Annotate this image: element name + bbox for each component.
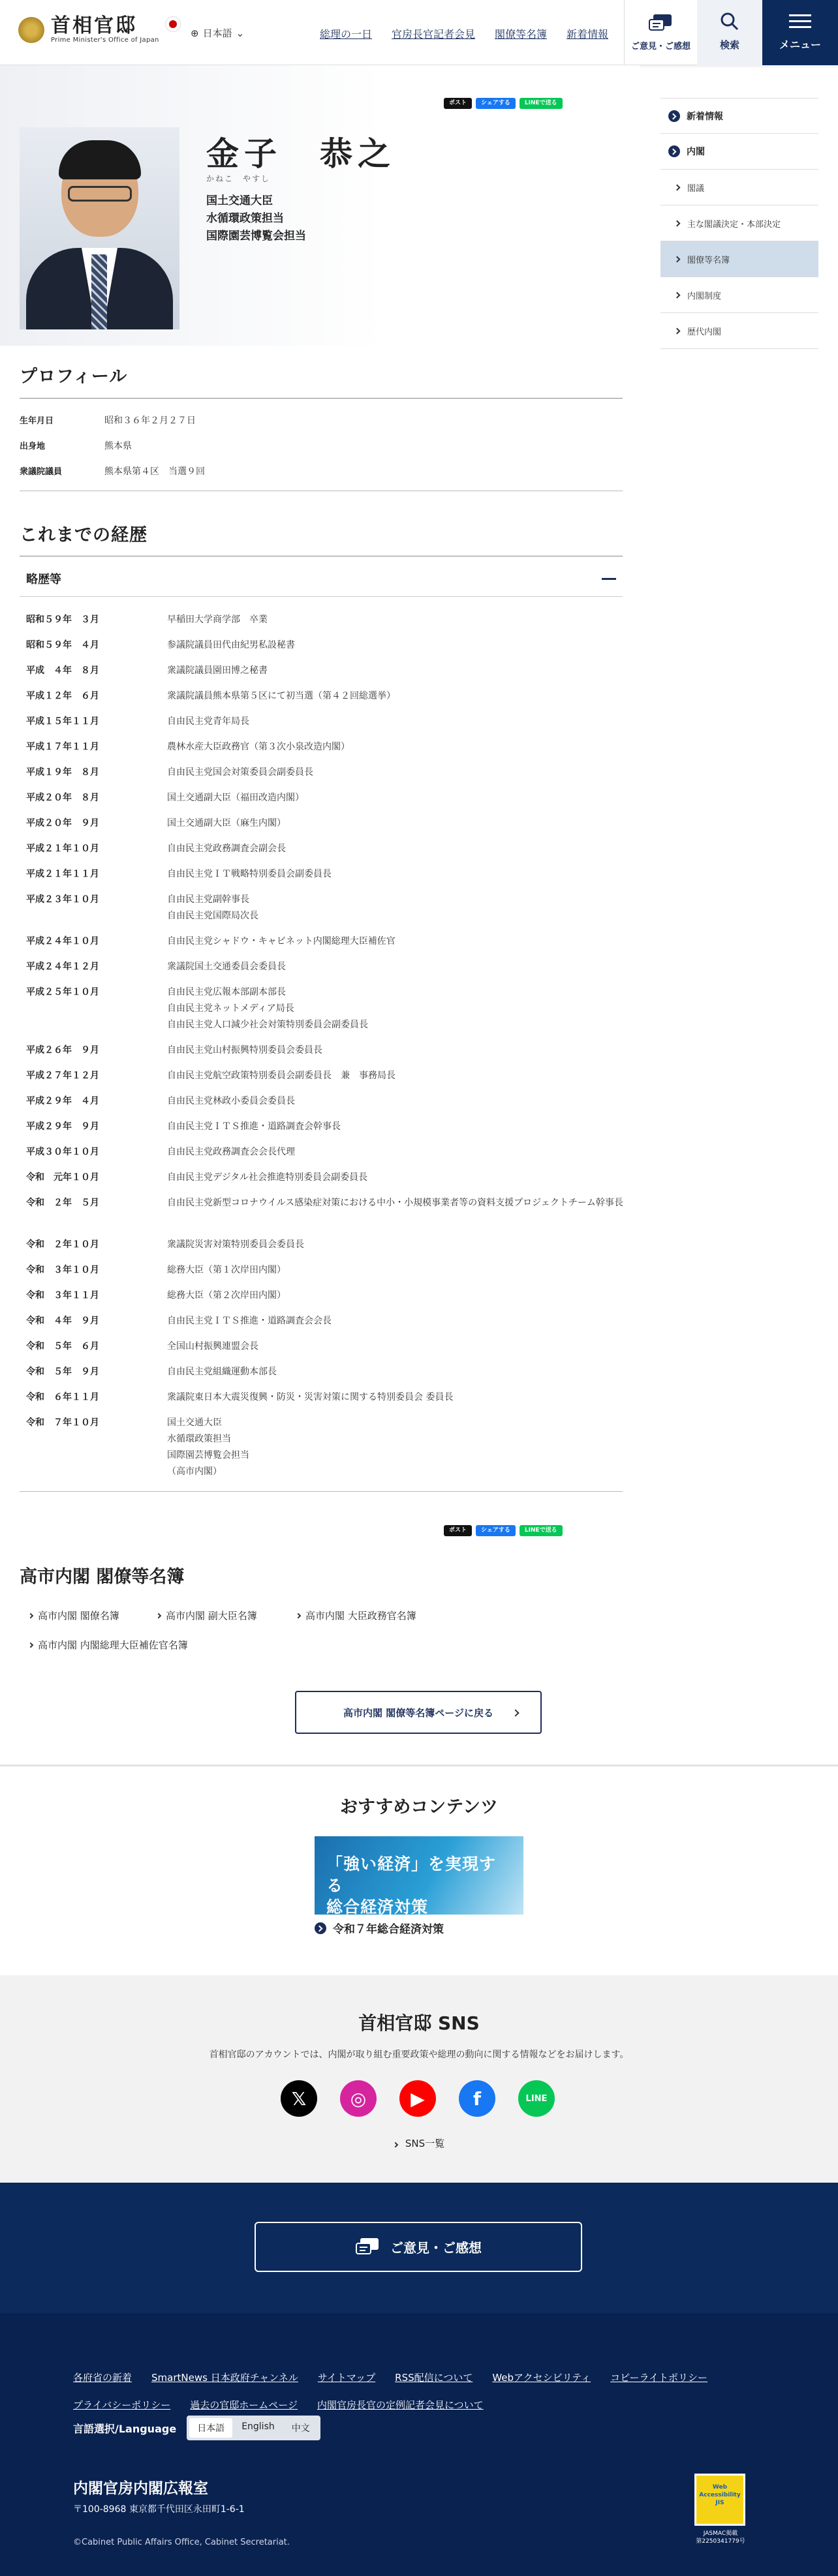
career-date: 令和 ５年 ９月 bbox=[26, 1367, 99, 1377]
career-row bbox=[26, 688, 624, 705]
career-row bbox=[26, 892, 624, 924]
career-entry bbox=[167, 1288, 624, 1304]
menu-button[interactable] bbox=[762, 0, 838, 65]
career-row bbox=[26, 637, 624, 654]
career-entry bbox=[167, 1068, 624, 1084]
career-date: 平成２９年 ９月 bbox=[26, 1121, 99, 1132]
side-nav-label: 内閣制度 bbox=[687, 291, 722, 301]
career-row bbox=[26, 1144, 624, 1160]
banner-line: 「強い経済」を実現する bbox=[326, 1855, 497, 1895]
title-line: 国際園芸博覧会担当 bbox=[206, 230, 306, 243]
career-entry bbox=[167, 1144, 624, 1160]
side-nav-label: 歴代内閣 bbox=[687, 327, 722, 337]
career-date: 平成２９年 ４月 bbox=[26, 1096, 99, 1106]
career-entry-line: 自由民主党ＩＴ戦略特別委員会副委員長 bbox=[167, 869, 332, 879]
career-entry bbox=[167, 933, 624, 950]
side-nav-label: 新着情報 bbox=[687, 111, 723, 122]
banner-line: 総合経済対策 bbox=[326, 1898, 429, 1917]
chevron-down-icon: ⌄ bbox=[236, 27, 245, 39]
career-row bbox=[26, 1170, 624, 1186]
nav-link[interactable]: 総理の一日 bbox=[320, 28, 373, 40]
career-row bbox=[26, 739, 624, 755]
career-date: 平成１９年 ８月 bbox=[26, 767, 99, 778]
career-row bbox=[26, 1262, 624, 1279]
career-date: 平成１７年１１月 bbox=[26, 742, 99, 752]
career-entry-line: 水循環政策担当 bbox=[167, 1434, 231, 1444]
language-label: 日本語 bbox=[202, 27, 232, 39]
cabinet-link[interactable] bbox=[29, 1638, 188, 1652]
career-date: 令和 ７年１０月 bbox=[26, 1417, 99, 1428]
career-entry bbox=[167, 790, 624, 806]
career-entry-line: 自由民主党ＩＴＳ推進・道路調査会会長 bbox=[167, 1316, 332, 1326]
career-date: 令和 ２年１０月 bbox=[26, 1239, 99, 1250]
career-row bbox=[26, 933, 624, 950]
minus-icon bbox=[602, 578, 616, 580]
profile-value: 昭和３６年２月２７日 bbox=[104, 416, 196, 426]
career-entry bbox=[167, 1237, 624, 1253]
chevron-right-icon bbox=[393, 2142, 398, 2147]
lang-option-en[interactable]: English bbox=[241, 2421, 275, 2432]
career-entry bbox=[167, 637, 624, 654]
footer-link[interactable]: サイトマップ bbox=[317, 2372, 376, 2384]
arrow-circle-icon bbox=[668, 145, 680, 157]
sns-section bbox=[0, 1975, 838, 2183]
career-entry bbox=[167, 612, 624, 628]
profile-value: 熊本県第４区 当選９回 bbox=[104, 466, 205, 477]
side-nav-item-cabinet-system[interactable] bbox=[660, 277, 818, 313]
language-segmented-control bbox=[187, 2416, 320, 2440]
career-entry-line: 自由民主党政務調査会会長代理 bbox=[167, 1147, 295, 1157]
chevron-right-icon bbox=[28, 1613, 33, 1618]
footer-link[interactable]: 各府省の新着 bbox=[73, 2372, 132, 2384]
career-entry-line: 衆議院東日本大震災復興・防災・災害対策に関する特別委員会 委員長 bbox=[167, 1392, 454, 1402]
career-date: 平成１２年 ６月 bbox=[26, 691, 99, 701]
divider bbox=[20, 1491, 623, 1492]
career-date: 平成２５年１０月 bbox=[26, 987, 99, 997]
back-button-label: 高市内閣 閣僚等名簿ページに戻る bbox=[343, 1706, 493, 1719]
economy-banner[interactable] bbox=[315, 1836, 523, 1915]
career-entry bbox=[167, 663, 624, 679]
career-entry bbox=[167, 1262, 624, 1279]
sns-heading: 首相官邸 SNS bbox=[358, 2012, 480, 2034]
career-date: 平成２６年 ９月 bbox=[26, 1045, 99, 1055]
profile-row bbox=[20, 464, 205, 477]
career-entry bbox=[167, 688, 624, 705]
cabinet-link-label: 高市内閣 副大臣名簿 bbox=[166, 1610, 257, 1622]
lang-option-ja[interactable]: 日本語 bbox=[189, 2418, 232, 2438]
footer-link[interactable]: SmartNews 日本政府チャンネル bbox=[151, 2372, 298, 2384]
career-row bbox=[26, 984, 624, 1033]
footer-language-select bbox=[73, 2416, 320, 2440]
accessibility-badge-icon[interactable] bbox=[694, 2474, 745, 2526]
line-share-button[interactable]: LINEで送る bbox=[520, 1525, 563, 1536]
lang-option-zh[interactable]: 中文 bbox=[291, 2423, 310, 2434]
search-icon bbox=[720, 12, 739, 31]
career-entry-line: 自由民主党青年局長 bbox=[167, 716, 249, 727]
side-nav-label: 閣僚等名簿 bbox=[687, 255, 730, 265]
career-entry-line: 早稲田大学商学部 卒業 bbox=[167, 614, 268, 625]
career-entry bbox=[167, 984, 624, 1033]
opinion-button[interactable] bbox=[624, 0, 697, 65]
career-entry bbox=[167, 1170, 624, 1186]
career-entry bbox=[167, 841, 624, 857]
career-entry-line: 総務大臣（第１次岸田内閣） bbox=[167, 1265, 286, 1275]
career-row bbox=[26, 1389, 624, 1406]
career-heading: これまでの経歴 bbox=[20, 525, 147, 545]
career-entry-line: 自由民主党山村振興特別委員会委員長 bbox=[167, 1045, 322, 1055]
career-entry bbox=[167, 1364, 624, 1380]
chevron-right-icon bbox=[674, 256, 681, 262]
career-date: 令和 ３年１０月 bbox=[26, 1265, 99, 1275]
career-row bbox=[26, 1042, 624, 1059]
japan-flag-icon bbox=[166, 17, 180, 31]
career-row bbox=[26, 1339, 624, 1355]
footer-link[interactable]: プライバシーポリシー bbox=[73, 2399, 171, 2411]
recommend-caption: 令和７年総合経済対策 bbox=[333, 1923, 444, 1936]
cabinet-link-label: 高市内閣 内閣総理大臣補佐官名簿 bbox=[38, 1639, 188, 1651]
career-date: 令和 ３年１１月 bbox=[26, 1290, 99, 1301]
career-entry-line: 全国山村振興連盟会長 bbox=[167, 1341, 258, 1352]
minister-portrait bbox=[20, 127, 179, 329]
career-entry bbox=[167, 815, 624, 832]
career-row bbox=[26, 714, 624, 730]
chevron-right-icon bbox=[674, 327, 681, 334]
career-date: 令和 ２年 ５月 bbox=[26, 1198, 99, 1208]
career-entry bbox=[167, 1042, 624, 1059]
career-entry-line: 国土交通副大臣（麻生内閣） bbox=[167, 818, 286, 828]
side-nav-label: 主な閣議決定・本部決定 bbox=[687, 219, 781, 230]
career-row bbox=[26, 959, 624, 975]
career-row bbox=[26, 790, 624, 806]
career-date: 平成２４年１２月 bbox=[26, 962, 99, 972]
career-entry-line: 農林水産大臣政務官（第３次小泉改造内閣） bbox=[167, 742, 350, 752]
career-row bbox=[26, 866, 624, 883]
profile-value: 熊本県 bbox=[104, 441, 132, 451]
badge-caption-line: 第2250341779号 bbox=[696, 2538, 745, 2545]
title-line: 国土交通大臣 bbox=[206, 194, 273, 207]
career-entry-line: 自由民主党人口減少社会対策特別委員会副委員長 bbox=[167, 1020, 368, 1030]
footer-org-name: 内閣官房内閣広報室 bbox=[73, 2480, 208, 2497]
career-entry-line: 自由民主党新型コロナウイルス感染症対策における中小・小規模事業者等の資料支援プロジェクトチーム幹事長 bbox=[167, 1198, 623, 1208]
side-nav-item-cabinet[interactable] bbox=[660, 134, 818, 170]
career-entry bbox=[167, 959, 624, 975]
minister-name: 金子 恭之 bbox=[206, 135, 396, 173]
x-icon[interactable]: 𝕏 bbox=[281, 2080, 317, 2117]
career-row bbox=[26, 1237, 624, 1253]
footer-link[interactable]: Webアクセシビリティ bbox=[492, 2372, 591, 2384]
career-entry bbox=[167, 1093, 624, 1110]
career-entry-line: 自由民主党組織運動本部長 bbox=[167, 1367, 277, 1377]
speech-bubble-icon bbox=[648, 13, 674, 34]
sns-icons bbox=[281, 2080, 555, 2117]
profile-key: 生年月日 bbox=[20, 416, 54, 426]
career-entry-line: 衆議院議員熊本県第５区にて初当選（第４２回総選挙） bbox=[167, 691, 396, 701]
logo-title: 首相官邸 bbox=[51, 14, 137, 37]
sns-list-label: SNS一覧 bbox=[405, 2138, 445, 2149]
career-row bbox=[26, 1068, 624, 1084]
side-nav-item-cabinet-meeting[interactable] bbox=[660, 170, 818, 205]
facebook-share-button[interactable]: シェアする bbox=[476, 1525, 516, 1536]
career-entry bbox=[167, 1415, 624, 1480]
x-post-button[interactable]: ポスト bbox=[444, 98, 472, 109]
career-entry-line: 衆議院国土交通委員会委員長 bbox=[167, 962, 286, 972]
footer-link[interactable]: コピーライトポリシー bbox=[610, 2372, 708, 2384]
nav-link[interactable]: 新着情報 bbox=[566, 28, 609, 40]
career-entry bbox=[167, 739, 624, 755]
career-entry-line: 自由民主党航空政策特別委員会副委員長 兼 事務局長 bbox=[167, 1070, 396, 1081]
career-entry bbox=[167, 1389, 624, 1406]
career-entry bbox=[167, 866, 624, 883]
career-row bbox=[26, 1313, 624, 1329]
footer-opinion-button[interactable] bbox=[255, 2222, 582, 2272]
site-header bbox=[0, 0, 838, 65]
career-entry-line: 自由民主党林政小委員会委員長 bbox=[167, 1096, 295, 1106]
chevron-right-icon bbox=[512, 1709, 519, 1716]
arrow-circle-icon bbox=[668, 110, 680, 122]
arrow-circle-icon bbox=[315, 1922, 326, 1934]
back-to-list-button[interactable] bbox=[295, 1691, 542, 1734]
search-button[interactable] bbox=[697, 0, 762, 65]
career-entry bbox=[167, 714, 624, 730]
footer-links-1 bbox=[73, 2371, 707, 2384]
career-date: 平成３０年１０月 bbox=[26, 1147, 99, 1157]
career-date: 昭和５９年 ４月 bbox=[26, 640, 99, 650]
profile-row bbox=[20, 414, 196, 427]
career-entry-line: 自由民主党デジタル社会推進特別委員会副委員長 bbox=[167, 1172, 368, 1183]
career-date: 平成２０年 ８月 bbox=[26, 793, 99, 803]
career-entry-line: 衆議院災害対策特別委員会委員長 bbox=[167, 1239, 304, 1250]
career-date: 平成２７年１２月 bbox=[26, 1070, 99, 1081]
logo-subtitle: Prime Minister's Office of Japan bbox=[51, 37, 159, 44]
recommend-link[interactable] bbox=[315, 1920, 444, 1936]
chevron-right-icon bbox=[28, 1642, 33, 1647]
career-date: 平成２４年１０月 bbox=[26, 936, 99, 947]
career-entry bbox=[167, 1119, 624, 1135]
section-divider bbox=[0, 1765, 838, 1766]
career-entry-line: 自由民主党シャドウ・キャビネット内閣総理大臣補佐官 bbox=[167, 936, 396, 947]
language-select-label: 言語選択/Language bbox=[73, 2422, 177, 2435]
career-date: 平成２１年１１月 bbox=[26, 869, 99, 879]
language-selector[interactable] bbox=[191, 26, 244, 40]
footer-copyright: ©Cabinet Public Affairs Office, Cabinet Secretariat. bbox=[73, 2538, 290, 2547]
profile-heading: プロフィール bbox=[20, 367, 128, 387]
nav-link[interactable]: 閣僚等名簿 bbox=[495, 28, 548, 40]
divider bbox=[20, 398, 623, 399]
career-row bbox=[26, 1093, 624, 1110]
sns-list-link[interactable] bbox=[0, 2136, 838, 2150]
share-buttons-top bbox=[444, 98, 563, 109]
side-nav-item-news[interactable] bbox=[660, 98, 818, 134]
badge-caption-line: JASMAC掲載 bbox=[703, 2530, 738, 2537]
youtube-icon[interactable]: ▶ bbox=[399, 2080, 436, 2117]
profile-row bbox=[20, 439, 132, 452]
career-row bbox=[26, 1288, 624, 1304]
facebook-icon[interactable]: f bbox=[459, 2080, 495, 2117]
career-entry bbox=[167, 1313, 624, 1329]
career-date: 平成２０年 ９月 bbox=[26, 818, 99, 828]
career-entry-line: 自由民主党国際局次長 bbox=[167, 911, 258, 921]
career-date: 平成１５年１１月 bbox=[26, 716, 99, 727]
instagram-icon[interactable]: ◎ bbox=[340, 2080, 377, 2117]
career-row bbox=[26, 663, 624, 679]
career-entry-line: 自由民主党広報本部副本部長 bbox=[167, 987, 286, 997]
line-share-button[interactable]: LINEで送る bbox=[520, 98, 563, 109]
menu-label: メニュー bbox=[779, 38, 821, 51]
career-entry-line: 参議院議員田代由紀男私設秘書 bbox=[167, 640, 295, 650]
career-entry-line: 自由民主党ネットメディア局長 bbox=[167, 1003, 294, 1014]
career-row bbox=[26, 1415, 624, 1480]
career-entry-line: 自由民主党国会対策委員会副委員長 bbox=[167, 767, 313, 778]
career-entry-line: 自由民主党政務調査会副会長 bbox=[167, 843, 286, 854]
career-date: 令和 ６年１１月 bbox=[26, 1392, 99, 1402]
cabinet-list-heading: 高市内閣 閣僚等名簿 bbox=[20, 1567, 185, 1587]
footer-address: 〒100-8968 東京都千代田区永田町1-6-1 bbox=[73, 2504, 245, 2515]
cabinet-link[interactable] bbox=[157, 1609, 257, 1622]
career-row bbox=[26, 612, 624, 628]
sns-description: 首相官邸のアカウントでは、内閣が取り組む重要政策や総理の動向に関する情報などをお届けします。 bbox=[209, 2050, 629, 2060]
chevron-right-icon bbox=[296, 1613, 301, 1618]
chevron-right-icon bbox=[674, 292, 681, 298]
career-subheading: 略歴等 bbox=[26, 573, 61, 586]
career-date: 令和 ４年 ９月 bbox=[26, 1316, 99, 1326]
accessibility-badge-caption bbox=[689, 2530, 752, 2545]
side-nav-item-past-cabinets[interactable] bbox=[660, 313, 818, 349]
recommend-heading: おすすめコンテンツ bbox=[340, 1797, 498, 1817]
side-nav-label: 閣議 bbox=[687, 183, 705, 194]
footer-link[interactable]: RSS配信について bbox=[395, 2372, 473, 2384]
site-logo[interactable] bbox=[18, 16, 180, 44]
career-date: 平成 ４年 ８月 bbox=[26, 665, 99, 676]
globe-icon: ⊕ bbox=[191, 27, 199, 39]
career-entry-line: 自由民主党副幹事長 bbox=[167, 894, 249, 905]
side-nav-label: 内閣 bbox=[687, 147, 705, 157]
career-row bbox=[26, 815, 624, 832]
profile-key: 衆議院議員 bbox=[20, 467, 63, 477]
footer-opinion-label: ご意見・ご感想 bbox=[390, 2240, 482, 2256]
career-row bbox=[26, 1195, 624, 1211]
career-entry-line: （高市内閣） bbox=[167, 1466, 222, 1477]
career-entry-line: 総務大臣（第２次岸田内閣） bbox=[167, 1290, 286, 1301]
side-nav-item-ministers-list[interactable] bbox=[660, 241, 818, 277]
career-entry-line: 国土交通大臣 bbox=[167, 1417, 222, 1428]
badge-text: Web Accessibility JIS bbox=[699, 2484, 741, 2506]
chevron-right-icon bbox=[674, 184, 681, 190]
cabinet-link-label: 高市内閣 大臣政務官名簿 bbox=[305, 1610, 416, 1622]
minister-titles bbox=[206, 192, 306, 245]
career-accordion-toggle[interactable] bbox=[20, 561, 623, 597]
cabinet-link[interactable] bbox=[296, 1609, 416, 1622]
paulownia-emblem-icon bbox=[18, 17, 44, 43]
career-entry-line: 国際園芸博覧会担当 bbox=[167, 1450, 249, 1461]
speech-bubble-icon bbox=[355, 2237, 381, 2258]
cabinet-link[interactable] bbox=[29, 1609, 119, 1622]
hamburger-icon bbox=[789, 13, 811, 30]
career-date: 昭和５９年 ３月 bbox=[26, 614, 99, 625]
career-entry bbox=[167, 892, 624, 924]
profile-key: 出身地 bbox=[20, 442, 46, 451]
career-entry bbox=[167, 765, 624, 781]
minister-name-kana: かねこ やすし bbox=[206, 174, 271, 183]
career-entry bbox=[167, 1195, 624, 1211]
share-buttons-bottom bbox=[444, 1525, 563, 1536]
career-row bbox=[26, 1364, 624, 1380]
chevron-right-icon bbox=[674, 220, 681, 226]
career-date: 平成２１年１０月 bbox=[26, 843, 99, 854]
career-date: 平成２３年１０月 bbox=[26, 894, 99, 905]
side-nav bbox=[660, 98, 818, 349]
x-post-button[interactable]: ポスト bbox=[444, 1525, 472, 1536]
nav-link[interactable]: 官房長官記者会見 bbox=[392, 28, 476, 40]
career-date: 令和 ５年 ６月 bbox=[26, 1341, 99, 1352]
career-entry-line: 衆議院議員園田博之秘書 bbox=[167, 665, 268, 676]
footer-link[interactable]: 過去の官邸ホームページ bbox=[190, 2399, 298, 2411]
title-line: 水循環政策担当 bbox=[206, 212, 284, 225]
career-row bbox=[26, 841, 624, 857]
footer-links-2 bbox=[73, 2398, 484, 2412]
career-date: 令和 元年１０月 bbox=[26, 1172, 99, 1183]
side-nav-item-decisions[interactable] bbox=[660, 205, 818, 241]
career-row bbox=[26, 1119, 624, 1135]
top-nav bbox=[320, 26, 608, 41]
career-entry-line: 国土交通副大臣（福田改造内閣） bbox=[167, 793, 304, 803]
career-row bbox=[26, 765, 624, 781]
chevron-right-icon bbox=[156, 1613, 161, 1618]
search-label: 検索 bbox=[719, 39, 739, 51]
opinion-label: ご意見・ご感想 bbox=[630, 42, 691, 52]
line-icon[interactable]: LINE bbox=[518, 2080, 555, 2117]
career-entry bbox=[167, 1339, 624, 1355]
career-entry-line: 自由民主党ＩＴＳ推進・道路調査会幹事長 bbox=[167, 1121, 341, 1132]
footer-link[interactable]: 内閣官房長官の定例記者会見について bbox=[317, 2399, 484, 2411]
facebook-share-button[interactable]: シェアする bbox=[476, 98, 516, 109]
cabinet-link-label: 高市内閣 閣僚名簿 bbox=[38, 1610, 119, 1622]
